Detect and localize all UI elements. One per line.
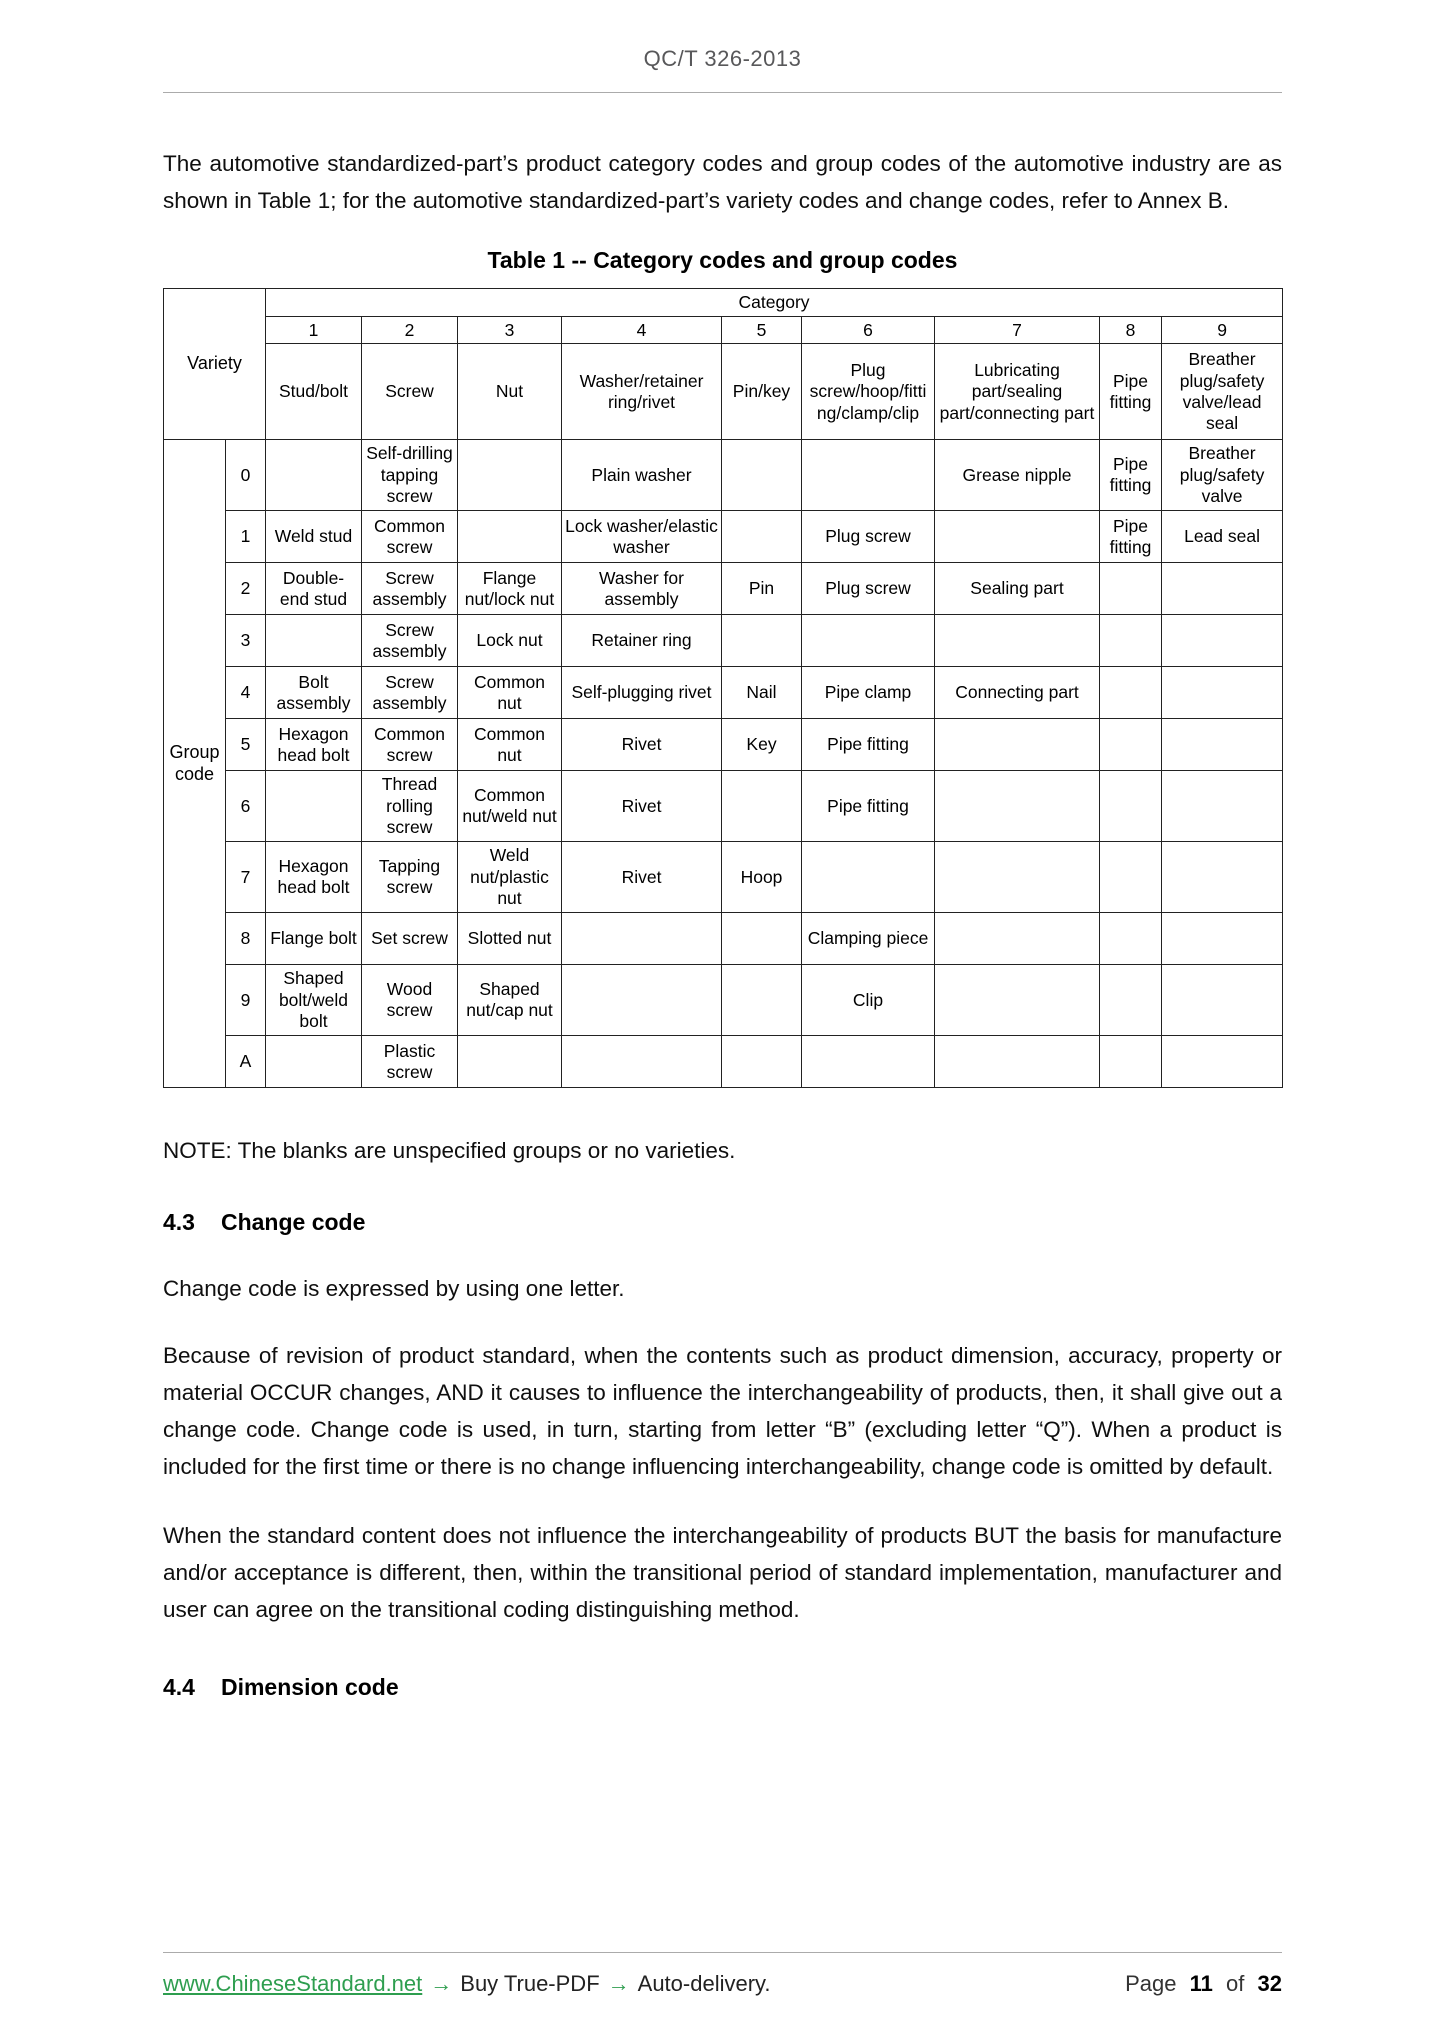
table-cell: Wood screw xyxy=(362,965,458,1036)
table-cell xyxy=(802,615,935,667)
intro-paragraph: The automotive standardized-part’s product category codes and group codes of the automotive industry are as shown in Table 1; for the automotive standardized-part’s variety codes and change codes, refer to Annex B. xyxy=(163,151,1282,213)
table-row xyxy=(164,965,1283,1036)
header-divider xyxy=(163,92,1282,93)
table-cell: Hexagon head bolt xyxy=(266,719,362,771)
category-band-row xyxy=(164,289,1283,317)
table-cell xyxy=(722,1036,802,1088)
table-cell: Screw assembly xyxy=(362,563,458,615)
table-cell: Rivet xyxy=(562,842,722,913)
table-cell: Clamping piece xyxy=(802,913,935,965)
table-cell xyxy=(722,913,802,965)
table-header-rows xyxy=(164,289,1283,440)
table-cell: Weld nut/plastic nut xyxy=(458,842,562,913)
table-cell: Pipe clamp xyxy=(802,667,935,719)
arrow-icon: → xyxy=(430,1971,453,1996)
table-cell: Self-plugging rivet xyxy=(562,667,722,719)
section-title: Dimension code xyxy=(220,1674,399,1701)
table-cell xyxy=(1162,719,1283,771)
table-cell xyxy=(1100,563,1162,615)
table-cell: Clip xyxy=(802,965,935,1036)
category-name-cell: Washer/retainer ring/rivet xyxy=(562,344,722,440)
section-title: Change code xyxy=(220,1209,366,1236)
table-cell xyxy=(935,615,1100,667)
table-cell: Lock nut xyxy=(458,615,562,667)
page-label: Page xyxy=(1125,1971,1177,1996)
auto-delivery-text: Auto-delivery. xyxy=(637,1971,771,1996)
table-row xyxy=(164,771,1283,842)
row-code-cell: 3 xyxy=(226,615,266,667)
category-number-cell: 5 xyxy=(722,317,802,344)
group-code-header-cell: Group code xyxy=(164,440,226,1088)
row-code-cell: 0 xyxy=(226,440,266,511)
category-name-cell: Breather plug/safety valve/lead seal xyxy=(1162,344,1283,440)
change-code-paragraph-2: Because of revision of product standard, when the contents such as product dimension, accuracy, property or material OCCUR changes, AND it causes to influence the interchangeability of products, then, it shall give out a change code. Change code is used, in turn, starting from letter “B” (excluding letter “Q”). When a product is included for the first time or there is no change influencing interchangeability, change code is omitted by default. xyxy=(163,1343,1282,1480)
table-row xyxy=(164,563,1283,615)
row-code-cell: 2 xyxy=(226,563,266,615)
table-cell xyxy=(562,965,722,1036)
change-code-paragraph-3: When the standard content does not influence the interchangeability of products BUT the basis for manufacture and/or acceptance is different, then, within the transitional period of standard implementation, manufacturer and user can agree on the transitional coding distinguishing method. xyxy=(163,1523,1282,1623)
table-cell: Common screw xyxy=(362,511,458,563)
table-cell: Set screw xyxy=(362,913,458,965)
table-cell xyxy=(802,1036,935,1088)
column-numbers-row xyxy=(164,317,1283,344)
table-cell xyxy=(722,615,802,667)
table-cell: Pipe fitting xyxy=(1100,440,1162,511)
table-cell: Pin xyxy=(722,563,802,615)
category-name-cell: Pipe fitting xyxy=(1100,344,1162,440)
table-cell xyxy=(1162,1036,1283,1088)
table-cell xyxy=(1162,563,1283,615)
table-cell: Retainer ring xyxy=(562,615,722,667)
table-cell: Lock washer/elastic washer xyxy=(562,511,722,563)
table-row xyxy=(164,1036,1283,1088)
table-cell xyxy=(802,842,935,913)
table-cell: Rivet xyxy=(562,771,722,842)
table-cell xyxy=(1100,965,1162,1036)
table-cell: Key xyxy=(722,719,802,771)
page-footer xyxy=(163,1952,1282,1997)
table-cell xyxy=(458,440,562,511)
of-label: of xyxy=(1226,1971,1245,1996)
row-code-cell: 4 xyxy=(226,667,266,719)
table-row xyxy=(164,719,1283,771)
category-header-cell: Category xyxy=(266,289,1283,317)
table-cell xyxy=(935,511,1100,563)
table-cell: Bolt assembly xyxy=(266,667,362,719)
table-cell xyxy=(935,965,1100,1036)
table-cell xyxy=(562,1036,722,1088)
table-row xyxy=(164,667,1283,719)
variety-header-cell: Variety xyxy=(164,289,266,440)
category-number-cell: 1 xyxy=(266,317,362,344)
category-number-cell: 9 xyxy=(1162,317,1283,344)
table-cell xyxy=(266,440,362,511)
category-number-cell: 7 xyxy=(935,317,1100,344)
category-number-cell: 6 xyxy=(802,317,935,344)
table-cell: Thread rolling screw xyxy=(362,771,458,842)
table-row xyxy=(164,842,1283,913)
row-code-cell: A xyxy=(226,1036,266,1088)
footer-divider xyxy=(163,1952,1282,1953)
category-name-cell: Plug screw/hoop/fitting/clamp/clip xyxy=(802,344,935,440)
table-row xyxy=(164,913,1283,965)
table-cell xyxy=(935,913,1100,965)
row-code-cell: 1 xyxy=(226,511,266,563)
table-cell xyxy=(935,771,1100,842)
table-cell xyxy=(1100,1036,1162,1088)
table-cell xyxy=(562,913,722,965)
category-number-cell: 2 xyxy=(362,317,458,344)
standard-number: QC/T 326-2013 xyxy=(643,46,802,71)
table-cell: Common screw xyxy=(362,719,458,771)
table-body-rows xyxy=(164,440,1283,1088)
site-link[interactable]: www.ChineseStandard.net xyxy=(163,1971,423,1996)
category-name-cell: Nut xyxy=(458,344,562,440)
category-number-cell: 8 xyxy=(1100,317,1162,344)
table-cell: Plug screw xyxy=(802,563,935,615)
table-cell xyxy=(1162,615,1283,667)
page-header xyxy=(163,0,1282,72)
table-cell: Grease nipple xyxy=(935,440,1100,511)
category-name-cell: Stud/bolt xyxy=(266,344,362,440)
category-name-cell: Screw xyxy=(362,344,458,440)
table-cell xyxy=(722,965,802,1036)
change-code-paragraph-1: Change code is expressed by using one letter. xyxy=(163,1276,625,1302)
arrow-icon: → xyxy=(607,1971,630,1996)
table-note: NOTE: The blanks are unspecified groups or no varieties. xyxy=(163,1138,736,1164)
table-cell: Common nut xyxy=(458,719,562,771)
footer-left xyxy=(163,1971,771,1997)
table-cell: Pipe fitting xyxy=(802,719,935,771)
table-cell xyxy=(458,1036,562,1088)
category-number-cell: 3 xyxy=(458,317,562,344)
table-cell: Pipe fitting xyxy=(1100,511,1162,563)
table-cell: Plug screw xyxy=(802,511,935,563)
page-number: 11 xyxy=(1189,1971,1213,1996)
category-number-cell: 4 xyxy=(562,317,722,344)
table-cell xyxy=(1100,615,1162,667)
table-cell xyxy=(935,719,1100,771)
table-row xyxy=(164,440,1283,511)
table-cell xyxy=(1100,719,1162,771)
table-cell: Connecting part xyxy=(935,667,1100,719)
table-cell xyxy=(722,440,802,511)
table-cell: Pipe fitting xyxy=(802,771,935,842)
table-cell: Tapping screw xyxy=(362,842,458,913)
table-cell xyxy=(1100,771,1162,842)
table-row xyxy=(164,511,1283,563)
table-cell xyxy=(1162,667,1283,719)
table-cell: Weld stud xyxy=(266,511,362,563)
table-cell: Lead seal xyxy=(1162,511,1283,563)
total-pages: 32 xyxy=(1257,1971,1282,1996)
category-name-cell: Pin/key xyxy=(722,344,802,440)
table-cell xyxy=(1100,667,1162,719)
table-cell: Screw assembly xyxy=(362,615,458,667)
table-cell: Plastic screw xyxy=(362,1036,458,1088)
table-cell: Flange bolt xyxy=(266,913,362,965)
table-cell: Double-end stud xyxy=(266,563,362,615)
table-cell: Washer for assembly xyxy=(562,563,722,615)
section-number: 4.3 xyxy=(163,1209,195,1236)
row-code-cell: 5 xyxy=(226,719,266,771)
table-cell: Hoop xyxy=(722,842,802,913)
table-cell xyxy=(1162,965,1283,1036)
category-group-codes-table xyxy=(163,288,1283,1088)
table-cell: Common nut xyxy=(458,667,562,719)
table-cell xyxy=(935,842,1100,913)
table-cell xyxy=(266,771,362,842)
table-cell xyxy=(266,615,362,667)
table-cell: Screw assembly xyxy=(362,667,458,719)
table-cell xyxy=(1162,771,1283,842)
row-code-cell: 6 xyxy=(226,771,266,842)
section-number: 4.4 xyxy=(163,1674,195,1701)
table-cell: Self-drilling tapping screw xyxy=(362,440,458,511)
row-code-cell: 9 xyxy=(226,965,266,1036)
table-cell: Sealing part xyxy=(935,563,1100,615)
table-row xyxy=(164,615,1283,667)
table-cell xyxy=(722,771,802,842)
table-cell xyxy=(1100,842,1162,913)
table-cell xyxy=(458,511,562,563)
table-cell: Rivet xyxy=(562,719,722,771)
table-cell xyxy=(935,1036,1100,1088)
table-cell xyxy=(1162,842,1283,913)
table-cell: Flange nut/lock nut xyxy=(458,563,562,615)
table-cell: Breather plug/safety valve xyxy=(1162,440,1283,511)
table-cell xyxy=(1100,913,1162,965)
table-cell: Plain washer xyxy=(562,440,722,511)
table-cell: Common nut/weld nut xyxy=(458,771,562,842)
table-cell xyxy=(266,1036,362,1088)
footer-row xyxy=(163,1971,1282,1997)
section-4-4-heading xyxy=(163,1674,1282,1701)
row-code-cell: 7 xyxy=(226,842,266,913)
buy-pdf-text: Buy True-PDF xyxy=(460,1971,600,1996)
category-name-cell: Lubricating part/sealing part/connecting part xyxy=(935,344,1100,440)
table-title: Table 1 -- Category codes and group codes xyxy=(487,247,958,273)
table-cell: Shaped nut/cap nut xyxy=(458,965,562,1036)
table-cell xyxy=(722,511,802,563)
section-4-3-heading xyxy=(163,1209,1282,1236)
table-cell xyxy=(1162,913,1283,965)
table-cell xyxy=(802,440,935,511)
table-cell: Nail xyxy=(722,667,802,719)
table-cell: Shaped bolt/weld bolt xyxy=(266,965,362,1036)
table-cell: Slotted nut xyxy=(458,913,562,965)
column-names-row xyxy=(164,344,1283,440)
page-indicator xyxy=(1118,1971,1282,1997)
table-cell: Hexagon head bolt xyxy=(266,842,362,913)
row-code-cell: 8 xyxy=(226,913,266,965)
